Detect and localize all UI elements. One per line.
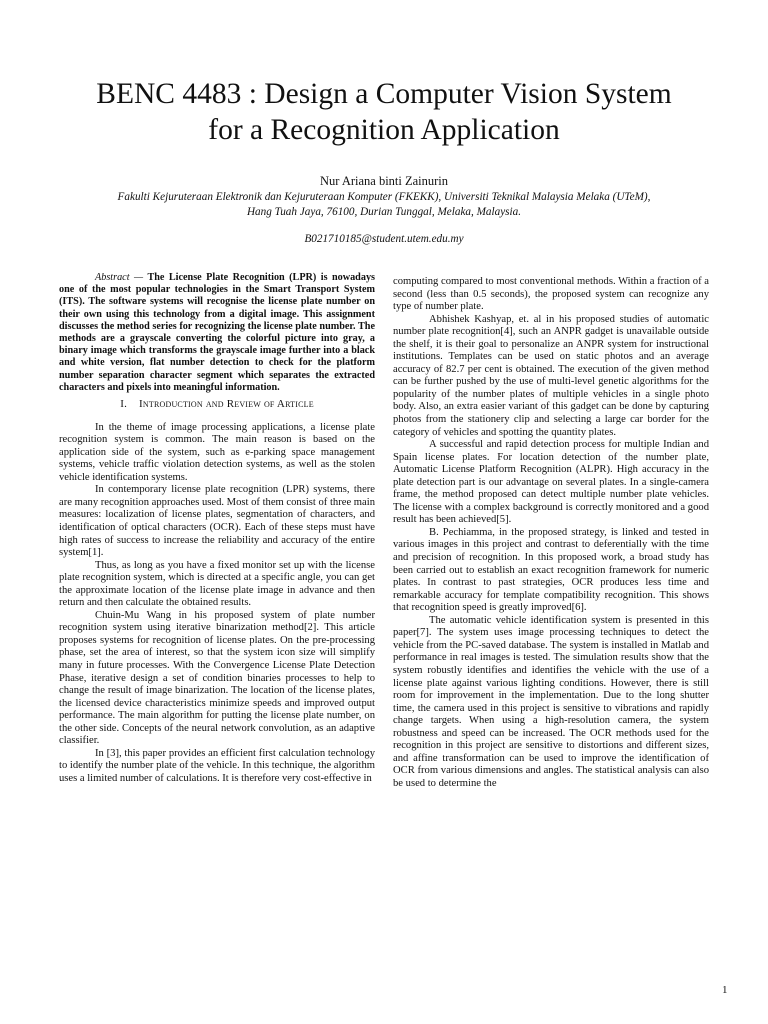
body-paragraph: In contemporary license plate recognition (LPR) systems, there are many recognition approaches used. Most of them consist of three main measures: localization of license plates, segmentation of characters, and identification of optical characters (OCR). Each of these steps must have high rates of success to increase the reliability and accuracy of the entire system[1]. (59, 484, 375, 559)
body-paragraph: In [3], this paper provides an efficient first calculation technology to identify the number plate of the vehicle. In this technique, the algorithm uses a limited number of calculations. It is therefore very cost-effective in (59, 747, 375, 784)
author-name: Nur Ariana binti Zainurin (319, 174, 449, 188)
left-column (59, 272, 375, 785)
body-paragraph-continued: computing compared to most conventional methods. Within a fraction of a second (less than 0.5 seconds), the proposed system can recognize any type of number plate. (393, 276, 709, 313)
abstract-text: The License Plate Recognition (LPR) is nowadays one of the most popular technologies in the Smart Transport System (ITS). The software systems will recognise the license plate number on their own using this technology from a digital image. This assignment discusses the method series for recognizing the license plate number. The methods are a grayscale converting the colorful picture into gray, a binary image which transforms the grayscale image further into a black and white version, flat number detection to check for the platform number separation character segment which separates the extracted characters and pixels into meaningful information. (59, 272, 375, 393)
body-paragraph: A successful and rapid detection process for multiple Indian and Spain license plates. For location detection of the number plate, Automatic License Platform Recognition (ALPR). High accuracy in the plate detection part is our advantage on several plates. In a single-camera frame, the method proposed can detect multiple number plate vehicles. The license with a complex background is correctly monitored and a good result has been achieved[5]. (393, 439, 709, 526)
body-paragraph: B. Pechiamma, in the proposed strategy, is linked and tested in various images in this project and contrast to deferentially with the time and precision of recognition. In this proposed work, a broad study has been carried out to establish an exact recognition framework for numeric plates. In contrast to past strategies, OCR produces less time and remarkable accuracy for template compatibility recognition. This shows that recognition speed is greatly improved[6]. (393, 526, 709, 614)
affiliation-line-1: Fakulti Kejuruteraan Elektronik dan Kejuruteraan Komputer (FKEKK), Universiti Teknikal Malaysia Melaka (UTeM), (117, 191, 651, 203)
section-number: I. (120, 398, 128, 411)
paper-title-line-1: BENC 4483 : Design a Computer Vision System (96, 78, 672, 110)
body-paragraph: Chuin-Mu Wang in his proposed system of plate number recognition system using iterative binarization method[2]. This article proposes systems for recognition of license plates. On the pre-processing phase, set the area of interest, so that the system icon size will simplify many in future processes. With the Convergence License Plate Detection Phase, iterative design a set of condition binaries processes to help to change the result of image binarization. The location of the license plates, the licensed device characteristics minimize speeds and improved output performance. The main algorithm for putting the license plate number, on the other side. Concepts of the neural network convolution, as an adaptive classifier. (59, 609, 375, 747)
right-column (393, 276, 709, 790)
body-paragraph: Abhishek Kashyap, et. al in his proposed studies of automatic number plate recognition[4], such an ANPR gadget is unavailable outside the shelf, it is their goal to personalize an ANPR system for instructional institutions. Templates can be used on static photos and an average accuracy of 82.7 per cent is obtained. The execution of the given method can be further pushed by the use of multi-level genetic algorithms for the popularity of the number plates of multiple vehicles in a single photo body. Also, an extra easier variant of this gadget can be done by capturing photos from the stationery clip and selecting a large car border for the category of vehicles and spotting the quantity plates. (393, 313, 709, 438)
affiliation-line-2: Hang Tuah Jaya, 76100, Durian Tunggal, Melaka, Malaysia. (246, 206, 522, 218)
section-heading-introduction (59, 398, 375, 411)
section-title: Introduction and Review of Article (139, 398, 314, 411)
author-affiliation (60, 190, 708, 220)
body-paragraph: Thus, as long as you have a fixed monitor set up with the license plate recognition system, which is directed at a specific angle, you can get the approximate location of the license plate image in advance and then return and then calculate the obtained results. (59, 559, 375, 609)
abstract-label: Abstract — (95, 272, 144, 283)
paper-title-line-2: for a Recognition Application (208, 114, 560, 146)
author-email: B021710185@student.utem.edu.my (304, 233, 464, 245)
paper-title (40, 76, 728, 148)
body-paragraph: The automatic vehicle identification system is presented in this paper[7]. The system uses image processing techniques to detect the vehicle from the PC-saved database. The system is installed in Matlab and performance in real images is tested. The simulation results show that the system robustly identifies and identifies the vehicle with the use of a license plate against various lighting conditions. However, there is still room for improvement in the implementation. Due to the long shutter time, the camera used in this project is sensitive to vibrations and rapidly change targets. When using a high-resolution camera, the system robustness and speed can be increased. The OCR methods used for the recognition in this project are sensitive to distortions and different sizes, and affine transformation can be used to improve the identification of OCR from various dimensions and angles. The statistical analysis can also be used to determine the (393, 614, 709, 789)
abstract (59, 272, 375, 394)
page-number: 1 (722, 984, 728, 996)
body-paragraph: In the theme of image processing applications, a license plate recognition system is common. The main reason is based on the application side of the system, such as e-parking space management systems, vehicle traffic violation detection systems, as well as the stolen vehicle identification systems. (59, 421, 375, 483)
